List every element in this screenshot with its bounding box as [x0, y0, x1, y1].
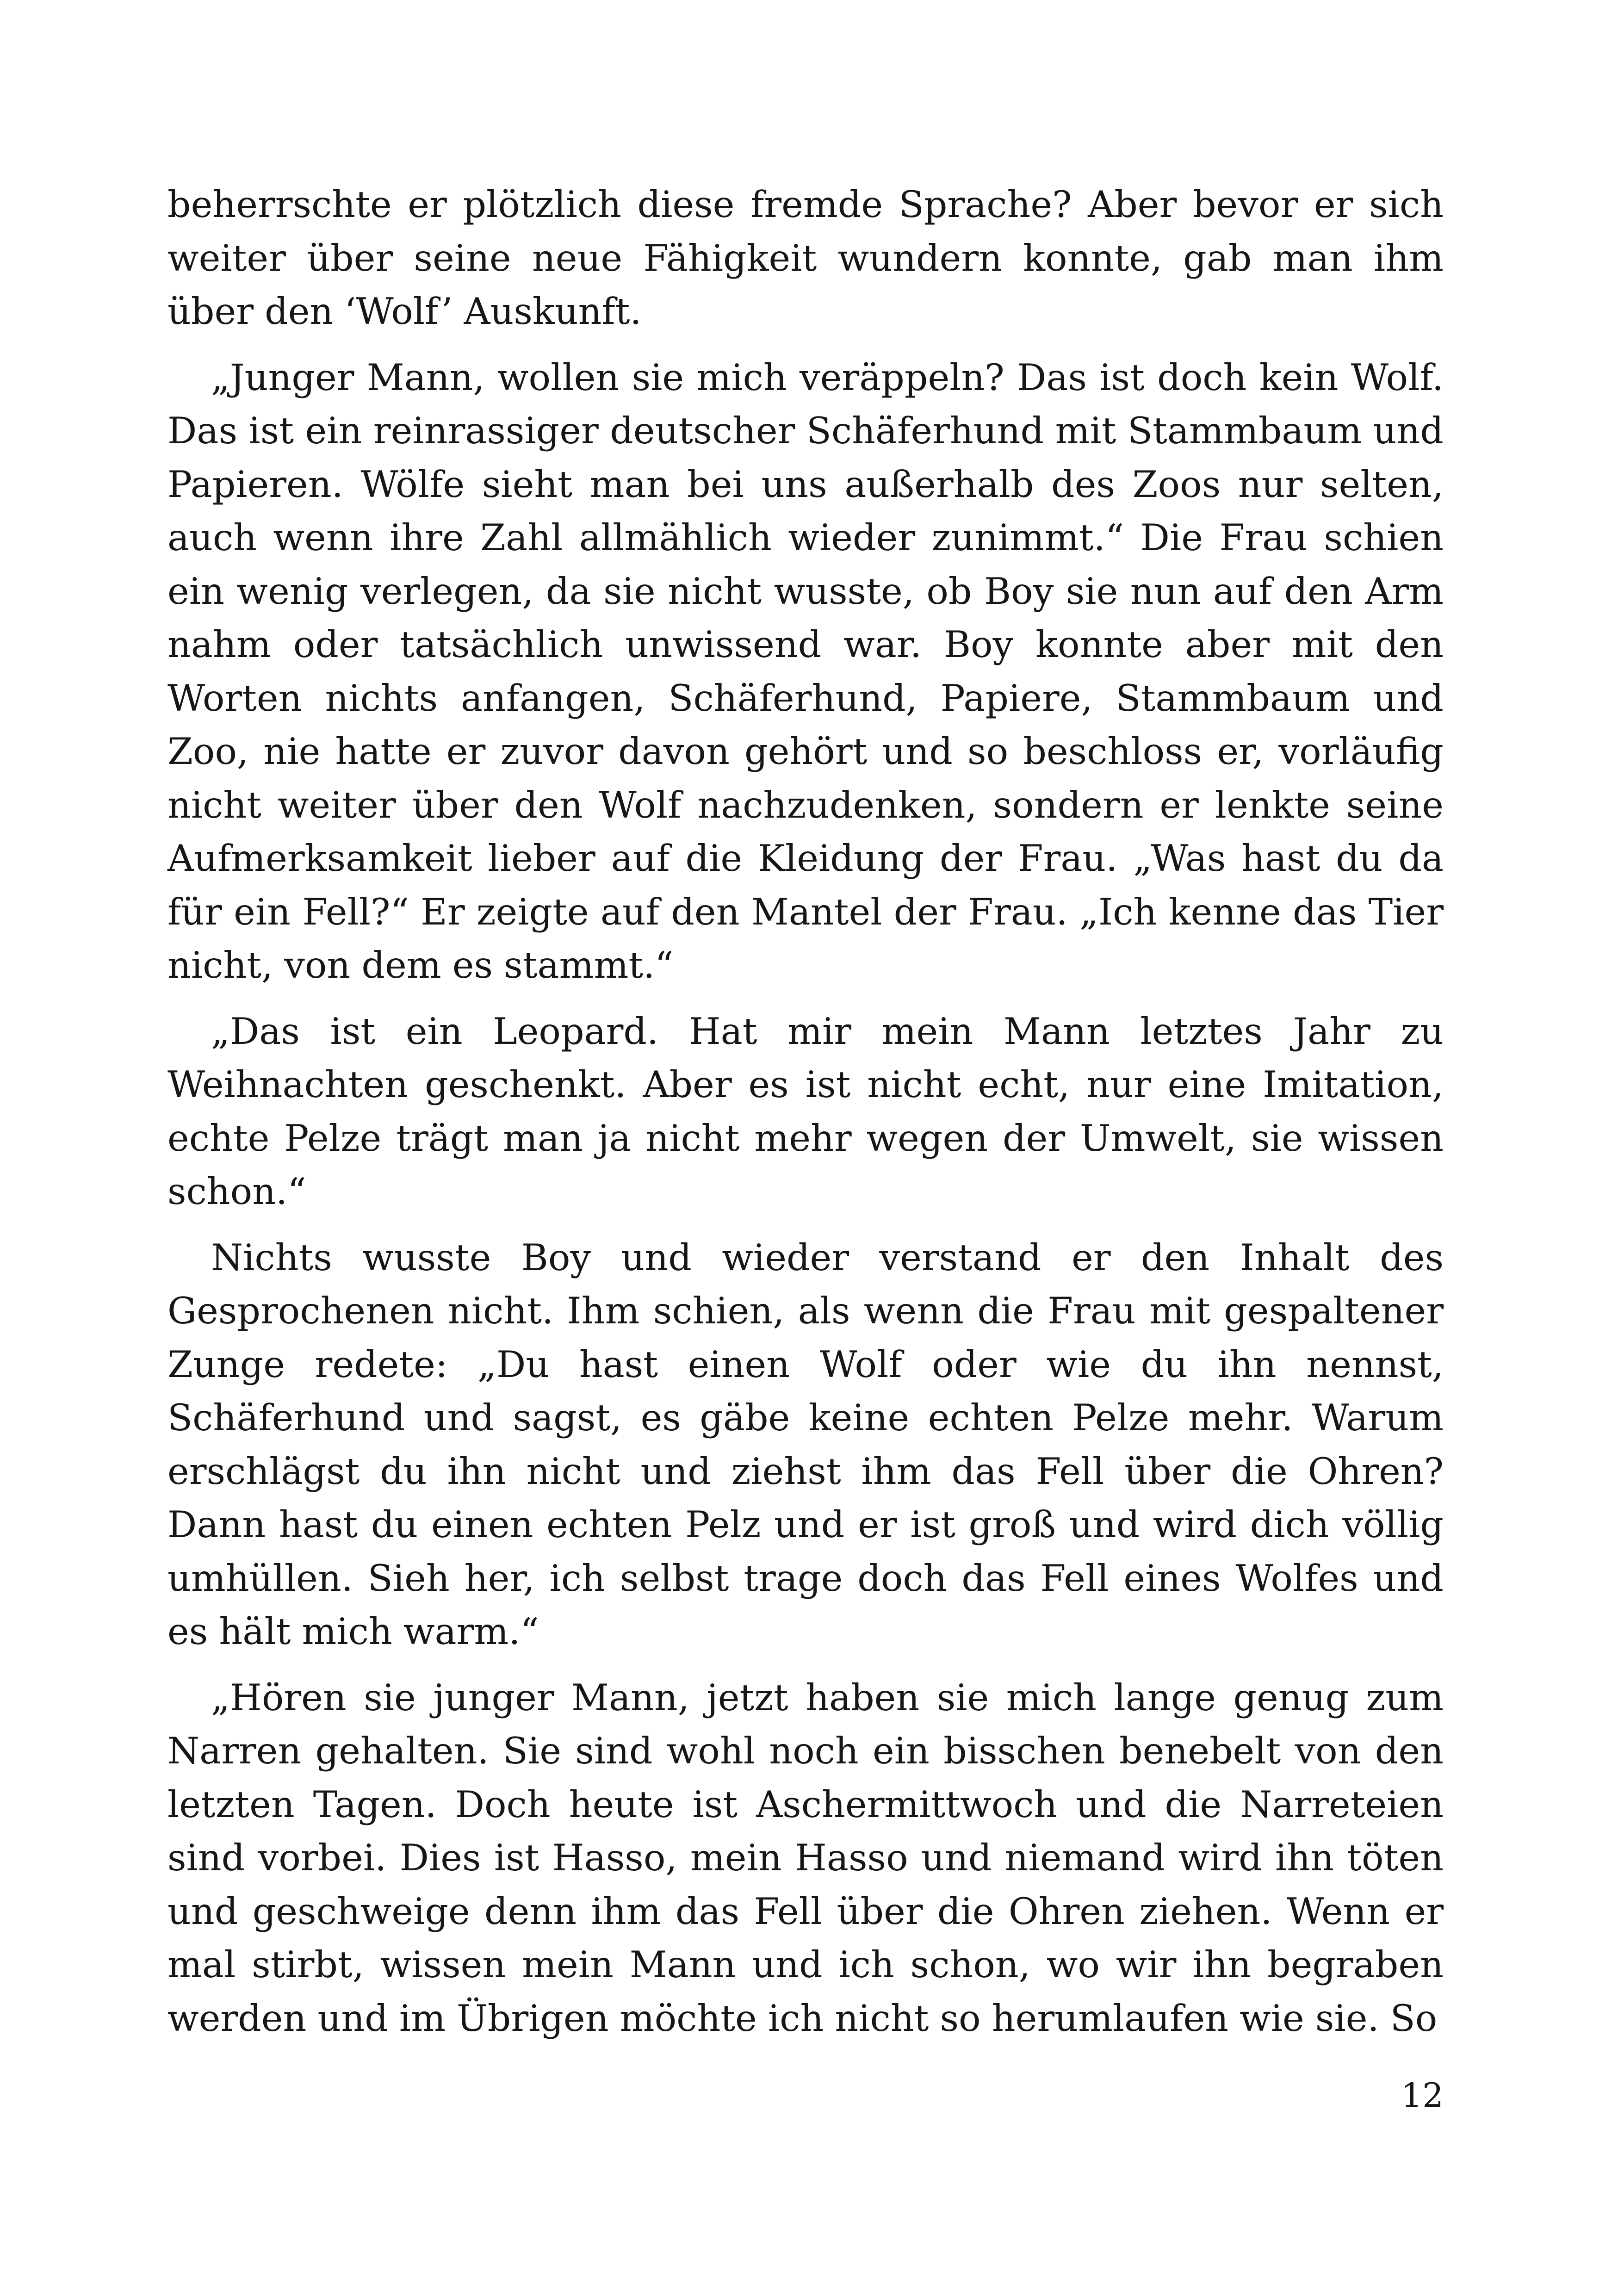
page-number: 12: [1401, 2076, 1444, 2115]
paragraph-1: beherrschte er plötzlich diese fremde Sprache? Aber bevor er sich weiter über seine neue Fähigkeit wundern konnte, gab man ihm über den ‘Wolf’ Auskunft.: [167, 183, 1444, 333]
paragraph-3: „Das ist ein Leopard. Hat mir mein Mann letztes Jahr zu Weihnachten geschenkt. Aber es ist nicht echt, nur eine Imitation, echte Pelze trägt man ja nicht mehr wegen der Umwelt, sie wissen schon.“: [167, 1010, 1444, 1213]
body-text: [167, 178, 1444, 2045]
paragraph-4: Nichts wusste Boy und wieder verstand er den Inhalt des Gesprochenen nicht. Ihm schien, als wenn die Frau mit gespaltener Zunge redete: „Du hast einen Wolf oder wie du ihn nennst, Schäferhund und sagst, es gäbe keine echten Pelze mehr. Warum erschlägst du ihn nicht und ziehst ihm das Fell über die Ohren? Dann hast du einen echten Pelz und er ist groß und wird dich völlig umhüllen. Sieh her, ich selbst trage doch das Fell eines Wolfes und es hält mich warm.“: [167, 1236, 1444, 1653]
paragraph-2: „Junger Mann, wollen sie mich veräppeln? Das ist doch kein Wolf. Das ist ein reinrassiger deutscher Schäferhund mit Stammbaum und Papieren. Wölfe sieht man bei uns außerhalb des Zoos nur selten, auch wenn ihre Zahl allmählich wieder zunimmt.“ Die Frau schien ein wenig verlegen, da sie nicht wusste, ob Boy sie nun auf den Arm nahm oder tatsächlich unwissend war. Boy konnte aber mit den Worten nichts anfangen, Schäferhund, Papiere, Stammbaum und Zoo, nie hatte er zuvor davon gehört und so beschloss er, vorläufig nicht weiter über den Wolf nachzudenken, sondern er lenkte seine Aufmerksamkeit lieber auf die Kleidung der Frau. „Was hast du da für ein Fell?“ Er zeigte auf den Mantel der Frau. „Ich kenne das Tier nicht, von dem es stammt.“: [167, 356, 1444, 987]
paragraph-5: „Hören sie junger Mann, jetzt haben sie mich lange genug zum Narren gehalten. Sie sind wohl noch ein bisschen benebelt von den letzten Tagen. Doch heute ist Aschermittwoch und die Narreteien sind vorbei. Dies ist Hasso, mein Hasso und niemand wird ihn töten und geschweige denn ihm das Fell über die Ohren ziehen. Wenn er mal stirbt, wissen mein Mann und ich schon, wo wir ihn begraben werden und im Übrigen möchte ich nicht so herumlaufen wie sie. So: [167, 1676, 1444, 2040]
